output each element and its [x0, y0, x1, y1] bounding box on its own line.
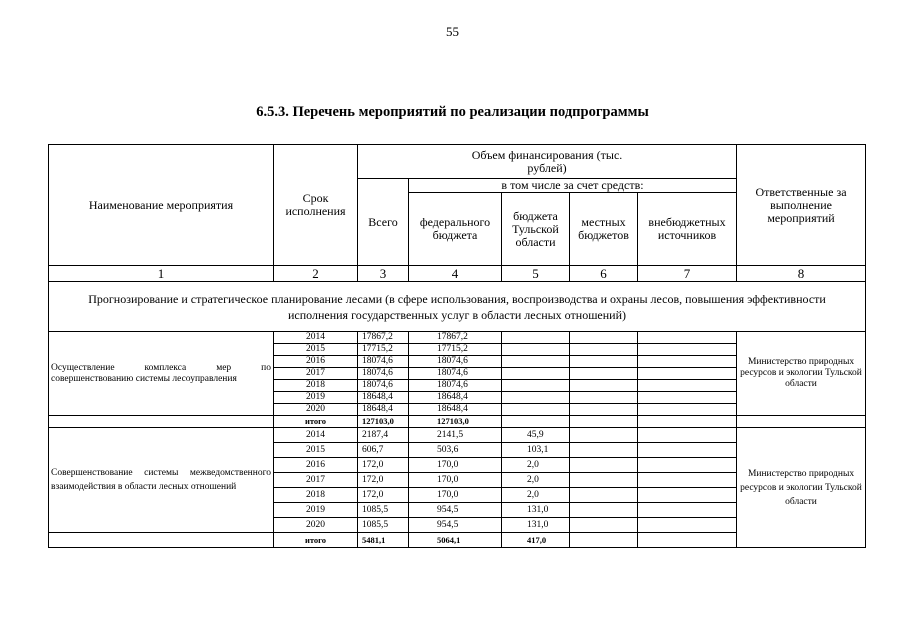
activity-name-blank — [49, 533, 274, 548]
local-cell — [570, 443, 638, 458]
header-local: местных бюджетов — [570, 193, 638, 266]
total-cell: 18074,6 — [358, 368, 409, 380]
year-cell: 2020 — [274, 518, 358, 533]
activity-name: Совершенствование системы межведомственного взаимодействия в области лесных отношений — [49, 428, 274, 533]
regional-cell — [502, 332, 570, 344]
offbudget-cell — [638, 380, 737, 392]
local-cell — [570, 458, 638, 473]
offbudget-cell — [638, 368, 737, 380]
local-cell — [570, 356, 638, 368]
local-cell — [570, 344, 638, 356]
responsible-blank — [737, 416, 866, 428]
offbudget-cell — [638, 344, 737, 356]
itogo-local — [570, 533, 638, 548]
total-cell: 18648,4 — [358, 392, 409, 404]
itogo-offbudget — [638, 416, 737, 428]
header-responsible: Ответственные за выполнение мероприятий — [737, 145, 866, 266]
section-title: Прогнозирование и стратегическое планирование лесами (в сфере использования, воспроизводства и охраны лесов, повышения эффективности исполнения государственных услуг в области лесных отношений) — [49, 282, 866, 332]
federal-cell: 18074,6 — [409, 356, 502, 368]
year-cell: 2019 — [274, 392, 358, 404]
year-cell: 2016 — [274, 356, 358, 368]
year-cell: 2018 — [274, 488, 358, 503]
page-number: 55 — [446, 24, 459, 39]
total-cell: 17715,2 — [358, 344, 409, 356]
local-cell — [570, 488, 638, 503]
column-number: 4 — [409, 266, 502, 282]
local-cell — [570, 518, 638, 533]
regional-cell: 131,0 — [502, 518, 570, 533]
regional-cell: 2,0 — [502, 458, 570, 473]
itogo-regional: 417,0 — [502, 533, 570, 548]
column-number: 1 — [49, 266, 274, 282]
regional-cell — [502, 356, 570, 368]
year-cell: 2017 — [274, 368, 358, 380]
offbudget-cell — [638, 428, 737, 443]
regional-cell: 2,0 — [502, 473, 570, 488]
regional-cell — [502, 368, 570, 380]
federal-cell: 17867,2 — [409, 332, 502, 344]
total-cell: 2187,4 — [358, 428, 409, 443]
activity-name-blank — [49, 416, 274, 428]
year-cell: 2016 — [274, 458, 358, 473]
federal-cell: 17715,2 — [409, 344, 502, 356]
local-cell — [570, 503, 638, 518]
total-cell: 18648,4 — [358, 404, 409, 416]
total-cell: 606,7 — [358, 443, 409, 458]
responsible-cell: Министерство природных ресурсов и экологии Тульской области — [737, 332, 866, 416]
year-cell: 2019 — [274, 503, 358, 518]
local-cell — [570, 428, 638, 443]
local-cell — [570, 404, 638, 416]
activities-table — [48, 144, 866, 548]
header-offbudget: внебюджетных источников — [638, 193, 737, 266]
total-cell: 17867,2 — [358, 332, 409, 344]
header-regional: бюджета Тульской области — [502, 193, 570, 266]
year-cell: 2014 — [274, 428, 358, 443]
offbudget-cell — [638, 503, 737, 518]
regional-cell: 2,0 — [502, 488, 570, 503]
regional-cell — [502, 392, 570, 404]
total-cell: 172,0 — [358, 458, 409, 473]
itogo-label: итого — [274, 416, 358, 428]
federal-cell: 503,6 — [409, 443, 502, 458]
federal-cell: 954,5 — [409, 518, 502, 533]
regional-cell: 103,1 — [502, 443, 570, 458]
offbudget-cell — [638, 404, 737, 416]
offbudget-cell — [638, 392, 737, 404]
regional-cell — [502, 380, 570, 392]
federal-cell: 954,5 — [409, 503, 502, 518]
regional-cell — [502, 404, 570, 416]
federal-cell: 170,0 — [409, 458, 502, 473]
total-cell: 18074,6 — [358, 356, 409, 368]
column-number: 5 — [502, 266, 570, 282]
total-cell: 1085,5 — [358, 518, 409, 533]
federal-cell: 170,0 — [409, 473, 502, 488]
local-cell — [570, 473, 638, 488]
itogo-total: 127103,0 — [358, 416, 409, 428]
federal-cell: 2141,5 — [409, 428, 502, 443]
federal-cell: 18648,4 — [409, 392, 502, 404]
itogo-federal: 5064,1 — [409, 533, 502, 548]
local-cell — [570, 392, 638, 404]
itogo-label: итого — [274, 533, 358, 548]
activity-name: Осуществление комплекса мер по совершенствованию системы лесоуправления — [49, 332, 274, 416]
year-cell: 2015 — [274, 344, 358, 356]
total-cell: 18074,6 — [358, 380, 409, 392]
total-cell: 1085,5 — [358, 503, 409, 518]
year-cell: 2017 — [274, 473, 358, 488]
itogo-local — [570, 416, 638, 428]
header-name: Наименование мероприятия — [49, 145, 274, 266]
responsible-cell: Министерство природных ресурсов и экологии Тульской области — [737, 428, 866, 548]
header-total: Всего — [358, 179, 409, 266]
local-cell — [570, 368, 638, 380]
itogo-total: 5481,1 — [358, 533, 409, 548]
year-cell: 2014 — [274, 332, 358, 344]
offbudget-cell — [638, 332, 737, 344]
regional-cell: 45,9 — [502, 428, 570, 443]
federal-cell: 18074,6 — [409, 380, 502, 392]
federal-cell: 170,0 — [409, 488, 502, 503]
itogo-federal: 127103,0 — [409, 416, 502, 428]
header-federal: федерального бюджета — [409, 193, 502, 266]
page-heading: 6.5.3. Перечень мероприятий по реализации подпрограммы — [256, 104, 649, 120]
offbudget-cell — [638, 458, 737, 473]
offbudget-cell — [638, 356, 737, 368]
local-cell — [570, 332, 638, 344]
itogo-offbudget — [638, 533, 737, 548]
year-cell: 2018 — [274, 380, 358, 392]
column-number: 2 — [274, 266, 358, 282]
offbudget-cell — [638, 518, 737, 533]
column-number: 8 — [737, 266, 866, 282]
regional-cell: 131,0 — [502, 503, 570, 518]
year-cell: 2020 — [274, 404, 358, 416]
offbudget-cell — [638, 473, 737, 488]
federal-cell: 18648,4 — [409, 404, 502, 416]
column-number: 3 — [358, 266, 409, 282]
total-cell: 172,0 — [358, 473, 409, 488]
year-cell: 2015 — [274, 443, 358, 458]
header-period: Срок исполнения — [274, 145, 358, 266]
federal-cell: 18074,6 — [409, 368, 502, 380]
total-cell: 172,0 — [358, 488, 409, 503]
regional-cell — [502, 344, 570, 356]
local-cell — [570, 380, 638, 392]
header-funding: Объем финансирования (тыс. рублей) — [358, 145, 737, 179]
itogo-regional — [502, 416, 570, 428]
header-including: в том числе за счет средств: — [409, 179, 737, 193]
column-number: 6 — [570, 266, 638, 282]
column-number: 7 — [638, 266, 737, 282]
offbudget-cell — [638, 488, 737, 503]
offbudget-cell — [638, 443, 737, 458]
